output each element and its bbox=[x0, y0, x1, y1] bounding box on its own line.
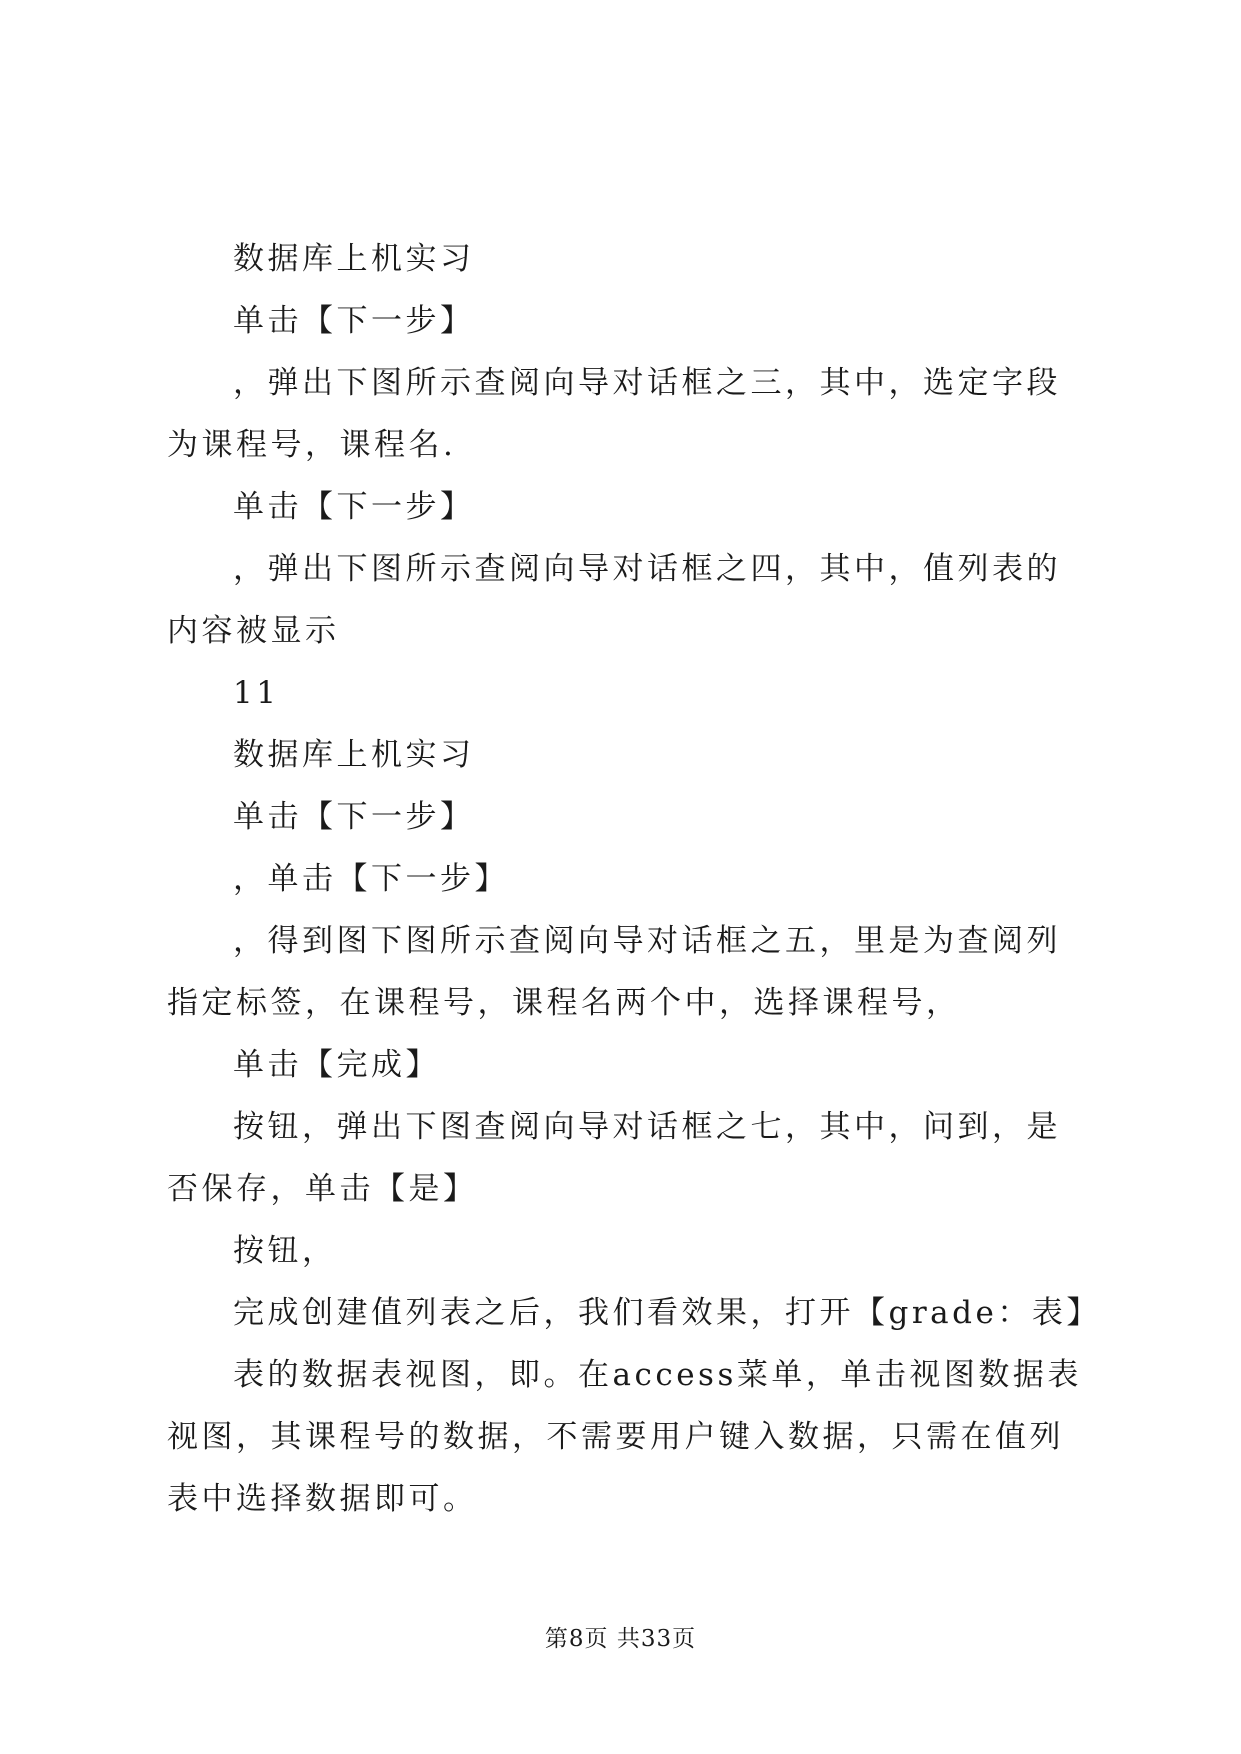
paragraph: ，得到图下图所示查阅向导对话框之五，里是为查阅列指定标签，在课程号，课程名两个中，选择课程号， bbox=[167, 923, 1061, 1021]
paragraph: 单击【下一步】 bbox=[233, 799, 475, 835]
document-body bbox=[167, 228, 1101, 1530]
paragraph: ，单击【下一步】 bbox=[233, 861, 509, 897]
page-footer: 第8页 共33页 bbox=[544, 1626, 697, 1652]
heading-db-practice: 数据库上机实习 bbox=[233, 241, 475, 277]
page-number-inline: 11 bbox=[233, 675, 280, 711]
paragraph: 按钮，弹出下图查阅向导对话框之七，其中，问到，是否保存，单击【是】 bbox=[167, 1109, 1061, 1207]
paragraph: 单击【下一步】 bbox=[233, 303, 475, 339]
paragraph: 完成创建值列表之后，我们看效果，打开【grade：表】 bbox=[233, 1295, 1101, 1331]
heading-db-practice: 数据库上机实习 bbox=[233, 737, 475, 773]
paragraph: ，弹出下图所示查阅向导对话框之三，其中，选定字段为课程号，课程名. bbox=[167, 365, 1061, 463]
paragraph: ，弹出下图所示查阅向导对话框之四，其中，值列表的内容被显示 bbox=[167, 551, 1061, 649]
paragraph: 单击【完成】 bbox=[233, 1047, 440, 1083]
paragraph: 表的数据表视图，即。在access菜单，单击视图数据表视图，其课程号的数据，不需要用户键入数据，只需在值列表中选择数据即可。 bbox=[167, 1357, 1082, 1517]
paragraph: 按钮， bbox=[233, 1233, 337, 1269]
paragraph: 单击【下一步】 bbox=[233, 489, 475, 525]
